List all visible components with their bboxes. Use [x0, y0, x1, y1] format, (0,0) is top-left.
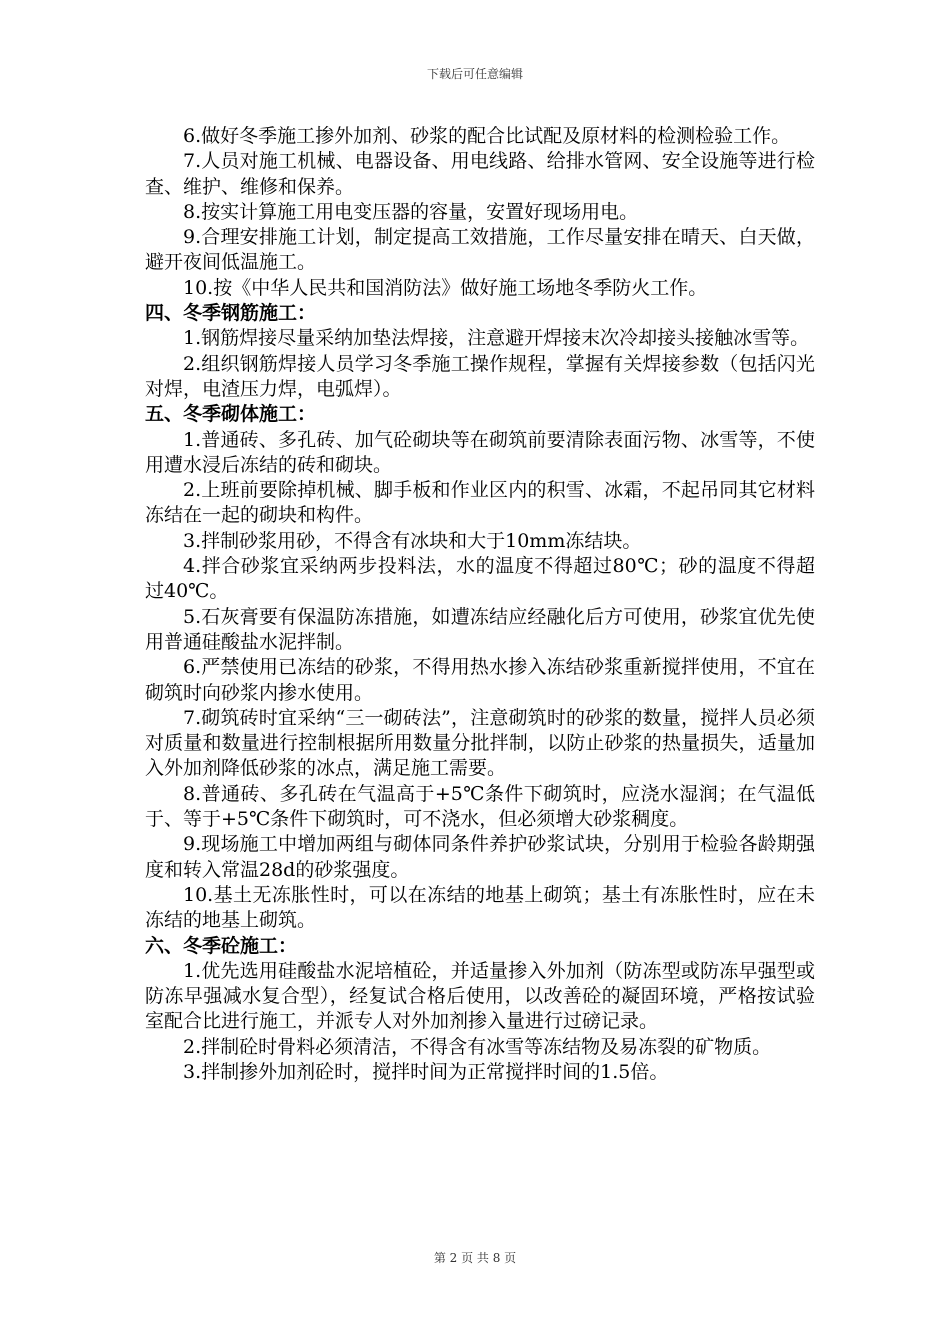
paragraph-item-6: 6.做好冬季施工掺外加剂、砂浆的配合比试配及原材料的检测检验工作。 — [183, 125, 791, 147]
page-footer: 第 2 页 共 8 页 — [433, 1251, 517, 1265]
paragraph-masonry-5: 5.石灰膏要有保温防冻措施，如遭冻结应经融化后方可使用，砂浆宜优先使用普通硅酸盐水泥拌制。 — [145, 605, 815, 653]
paragraph-item-10: 10.按《中华人民共和国消防法》做好施工场地冬季防火工作。 — [183, 276, 708, 299]
paragraph-masonry-3: 3.拌制砂浆用砂，不得含有冰块和大于10mm冻结块。 — [183, 529, 642, 552]
paragraph-rebar-2: 2.组织钢筋焊接人员学习冬季施工操作规程，掌握有关焊接参数（包括闪光对焊，电渣压力焊，电弧焊）。 — [145, 352, 815, 400]
paragraph-concrete-2: 2.拌制砼时骨料必须清洁，不得含有冰雪等冻结物及易冻裂的矿物质。 — [183, 1035, 772, 1058]
paragraph-masonry-6: 6.严禁使用已冻结的砂浆，不得用热水掺入冻结砂浆重新搅拌使用，不宜在砌筑时向砂浆内掺水使用。 — [145, 656, 815, 704]
paragraph-masonry-4: 4.拌合砂浆宜采纳两步投料法，水的温度不得超过80℃；砂的温度不得超过40℃。 — [145, 555, 815, 603]
paragraph-masonry-10: 10.基土无冻胀性时，可以在冻结的地基上砌筑；基土有冻胀性时，应在未冻结的地基上砌筑。 — [145, 883, 815, 932]
section-heading-rebar: 四、冬季钢筋施工： — [145, 302, 317, 325]
page-header: 下载后可任意编辑 — [426, 67, 523, 81]
paragraph-masonry-2: 2.上班前要除掉机械、脚手板和作业区内的积雪、冰霜，不起吊同其它材料冻结在一起的砌块和构件。 — [145, 479, 815, 527]
paragraph-item-8: 8.按实计算施工用电变压器的容量，安置好现场用电。 — [183, 200, 639, 223]
paragraph-masonry-8: 8.普通砖、多孔砖在气温高于+5℃条件下砌筑时，应浇水湿润；在气温低于、等于+5℃条件下砌筑时，可不浇水，但必须增大砂浆稠度。 — [145, 782, 815, 831]
paragraph-item-7: 7.人员对施工机械、电器设备、用电线路、给排水管网、安全设施等进行检查、维护、维修和保养。 — [145, 150, 815, 198]
paragraph-concrete-3: 3.拌制掺外加剂砼时，搅拌时间为正常搅拌时间的1.5倍。 — [183, 1060, 669, 1083]
paragraph-masonry-1: 1.普通砖、多孔砖、加气砼砌块等在砌筑前要清除表面污物、冰雪等，不使用遭水浸后冻结的砖和砌块。 — [145, 428, 815, 476]
section-heading-masonry: 五、冬季砌体施工： — [145, 403, 317, 426]
paragraph-masonry-9: 9.现场施工中增加两组与砌体同条件养护砂浆试块，分别用于检验各龄期强度和转入常温28d的砂浆强度。 — [145, 833, 815, 881]
paragraph-item-9: 9.合理安排施工计划，制定提高工效措施，工作尽量安排在晴天、白天做，避开夜间低温施工。 — [145, 226, 815, 274]
document-body — [145, 124, 815, 1085]
paragraph-concrete-1: 1.优先选用硅酸盐水泥培植砼，并适量掺入外加剂（防冻型或防冻早强型或防冻早强减水复合型），经复试合格后使用，以改善砼的凝固环境，严格按试验室配合比进行施工，并派专人对外加剂掺入量进行过磅记录。 — [145, 959, 815, 1033]
section-heading-concrete: 六、冬季砼施工： — [145, 934, 298, 957]
paragraph-masonry-7: 7.砌筑砖时宜采纳“三一砌砖法”，注意砌筑时的砂浆的数量，搅拌人员必须对质量和数量进行控制根据所用数量分批拌制，以防止砂浆的热量损失，适量加入外加剂降低砂浆的冰点，满足施工需要。 — [145, 706, 815, 780]
paragraph-rebar-1: 1.钢筋焊接尽量采纳加垫法焊接，注意避开焊接末次冷却接头接触冰雪等。 — [183, 327, 810, 350]
